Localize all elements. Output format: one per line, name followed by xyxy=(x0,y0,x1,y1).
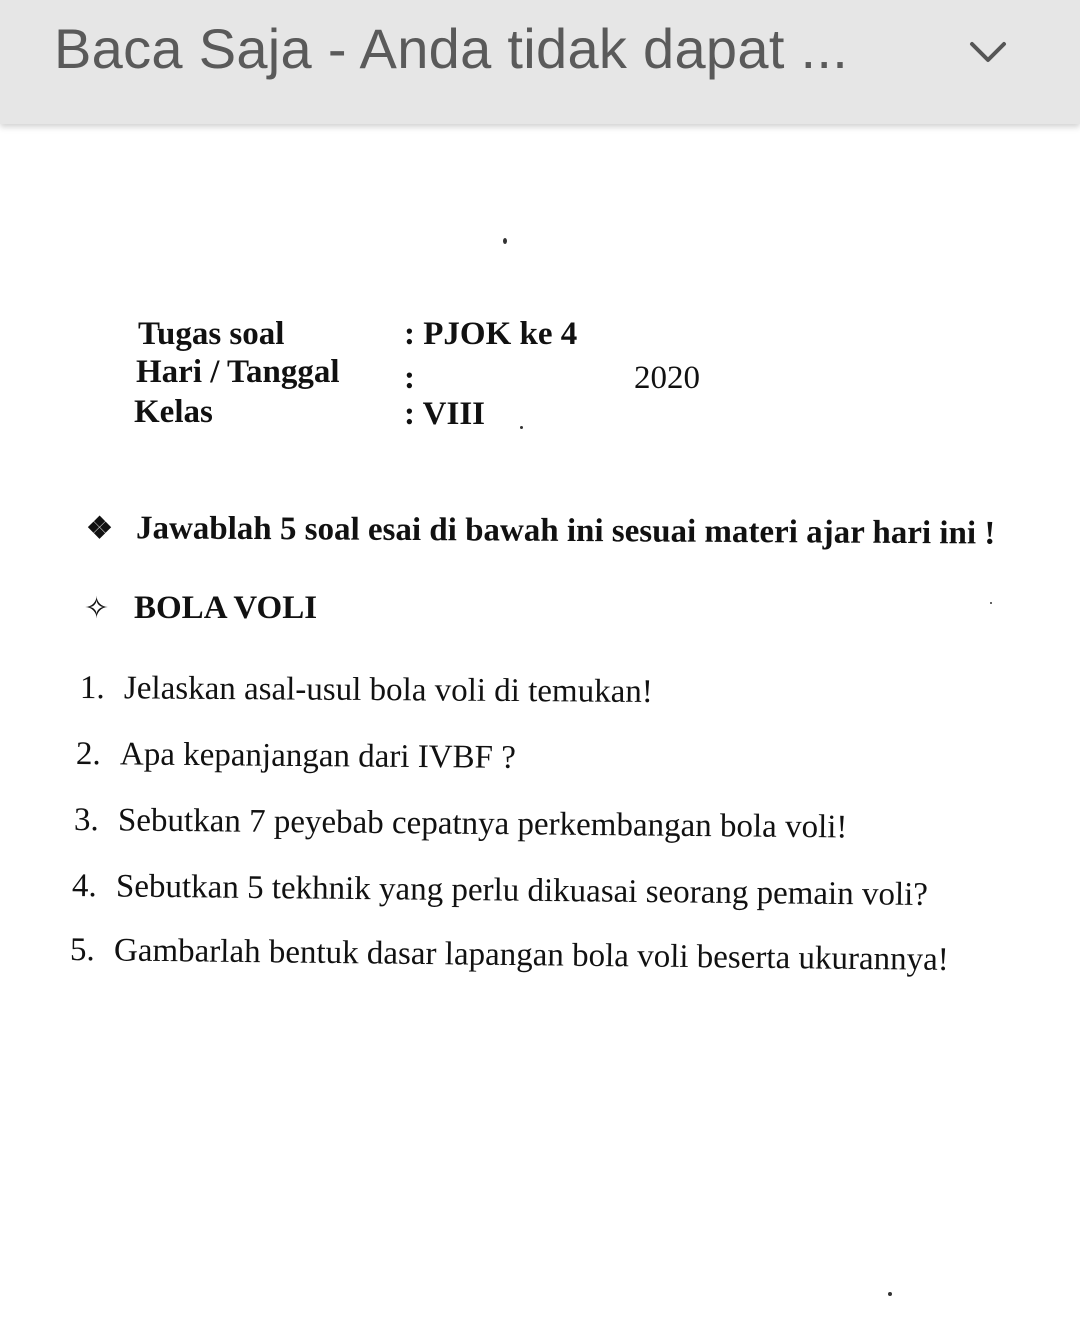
meta-label-hari: Hari / Tanggal xyxy=(136,354,340,390)
scan-speck xyxy=(990,602,992,604)
meta-value-tugas: : PJOK ke 4 xyxy=(404,316,578,352)
meta-value-hari: : xyxy=(404,360,415,396)
question-number: 4. xyxy=(71,868,97,905)
instruction-text: Jawablah 5 soal esai di bawah ini sesuai materi ajar hari ini ! xyxy=(135,510,996,552)
chevron-down-icon[interactable] xyxy=(966,30,1010,74)
question-item xyxy=(74,802,848,846)
section-title: BOLA VOLI xyxy=(134,590,318,626)
meta-value-kelas: : VIII xyxy=(404,396,486,432)
question-item xyxy=(80,670,653,711)
question-text: Gambarlah bentuk dasar lapangan bola voli beserta ukurannya! xyxy=(113,932,949,978)
question-number: 3. xyxy=(73,802,99,839)
section-heading xyxy=(84,590,317,627)
question-text: Sebutkan 5 tekhnik yang perlu dikuasai seorang pemain voli? xyxy=(115,868,929,913)
document-title: Baca Saja - Anda tidak dapat ... xyxy=(54,17,849,80)
question-number: 5. xyxy=(69,932,95,969)
scan-speck xyxy=(888,1292,892,1296)
question-number: 1. xyxy=(79,670,105,707)
star-bullet-icon: ✧ xyxy=(84,592,110,625)
document-page xyxy=(0,124,1080,1320)
diamond-bullet-icon: ❖ xyxy=(85,512,114,546)
scan-speck xyxy=(503,238,507,244)
meta-year: 2020 xyxy=(634,360,700,396)
question-number: 2. xyxy=(75,736,101,773)
question-text: Sebutkan 7 peyebab cepatnya perkembangan bola voli! xyxy=(117,802,848,846)
question-item xyxy=(76,736,516,777)
question-text: Jelaskan asal-usul bola voli di temukan! xyxy=(123,670,653,710)
meta-label-tugas: Tugas soal xyxy=(138,316,285,352)
question-item xyxy=(70,932,949,979)
question-text: Apa kepanjangan dari IVBF ? xyxy=(119,736,517,776)
question-item xyxy=(72,868,928,914)
document-title-bar xyxy=(0,0,1080,124)
instruction xyxy=(86,510,996,553)
meta-label-kelas: Kelas xyxy=(134,394,213,430)
scan-speck xyxy=(520,426,523,429)
